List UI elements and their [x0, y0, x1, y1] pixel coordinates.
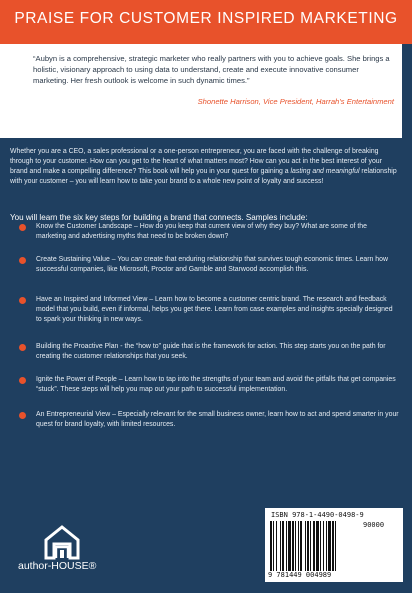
bullet-dot-icon — [19, 297, 26, 304]
price-code: 90000 — [363, 521, 385, 529]
barcode-bar — [332, 521, 334, 571]
barcode-bar — [320, 521, 321, 571]
barcode-bar — [280, 521, 281, 571]
intro-paragraph — [10, 147, 400, 187]
steps-heading: You will learn the six key steps for building a brand that connects. Samples include: — [10, 213, 308, 222]
barcode-bar — [298, 521, 299, 571]
bullet-dot-icon — [19, 257, 26, 264]
bullet-dot-icon — [19, 377, 26, 384]
intro-text-part1: Whether you are a CEO, a sales professional or a one-person entrepreneur, you are faced with the challenge of breaking through to your customer. How can you get to the heart of what matters most? How can you act in the best interest of your brand and make a compelling difference? This book will help you in your quest for gaining a — [10, 148, 382, 175]
barcode-bar — [305, 521, 306, 571]
barcode-bar — [335, 521, 336, 571]
barcode-bars — [269, 521, 361, 571]
barcode-bar — [326, 521, 327, 571]
step-emphasis: can — [130, 256, 143, 263]
quote-attribution: Shonette Harrison, Vice President, Harrah’s Entertainment — [197, 97, 394, 106]
step-text-after: create that enduring relationship that survives tough economic times. Learn how successful companies, like Microsoft, Proctor and Gamble and Starwood accomplish this. — [36, 256, 388, 273]
bullet-dot-icon — [19, 224, 26, 231]
barcode — [265, 508, 403, 582]
intro-emphasis: lasting and meaningful — [290, 168, 360, 175]
barcode-bar — [288, 521, 291, 571]
step-text: An Entrepreneurial View – Especially relevant for the small business owner, learn how to act and spend smarter in your quest for brand loyalty, with limited resources. — [36, 411, 399, 428]
intro-text-part2: relationship with your customer – you will learn how to take your brand to a whole new point of loyalty and success! — [10, 168, 397, 185]
barcode-bar — [282, 521, 284, 571]
barcode-bar — [295, 521, 296, 571]
praise-title: PRAISE FOR CUSTOMER INSPIRED MARKETING — [14, 10, 398, 27]
step-text: Have an Inspired and Informed View – Learn how to become a customer centric brand. The research and feedback model that you build, even if informal, helps you get there. Learn from case examples and insights specially designed to spark your thinking in new ways. — [36, 296, 393, 323]
testimonial-quote: “Aubyn is a comprehensive, strategic marketer who really partners with you to achieve goals. She brings a holistic, visionary approach to using data to understand, create and execute innovative consumer marketing. Her fresh outlook is welcome in such dynamic times.” — [33, 54, 390, 85]
isbn-text: ISBN 978-1-4490-0498-9 — [271, 511, 364, 519]
step-text — [36, 255, 399, 275]
barcode-bar — [313, 521, 315, 571]
quote-panel — [0, 44, 402, 138]
barcode-bar — [307, 521, 309, 571]
barcode-bar — [300, 521, 302, 571]
barcode-bar — [323, 521, 324, 571]
barcode-bar — [328, 521, 331, 571]
publisher-name: author‑HOUSE® — [18, 560, 97, 572]
barcode-bar — [310, 521, 311, 571]
barcode-bar — [286, 521, 287, 571]
bullet-dot-icon — [19, 344, 26, 351]
bullet-dot-icon — [19, 412, 26, 419]
barcode-bar — [273, 521, 274, 571]
barcode-bar — [316, 521, 319, 571]
barcode-bar — [270, 521, 272, 571]
step-text: Know the Customer Landscape – How do you keep that current view of why they buy? What are some of the marketing and advertising myths that need to be broken down? — [36, 223, 367, 240]
step-text: Ignite the Power of People – Learn how to tap into the strengths of your team and avoid the pitfalls that get companies “stuck”. These steps will help you map out your path to successful implementation. — [36, 376, 396, 393]
barcode-bar — [276, 521, 277, 571]
step-text: Building the Proactive Plan - the “how to” guide that is the framework for action. This step starts you on the path for creating the customer relationships that you seek. — [36, 343, 386, 360]
step-text-before: Create Sustaining Value – You — [36, 256, 131, 263]
barcode-digits: 9 781449 004989 — [268, 571, 332, 579]
authorhouse-logo-icon — [42, 522, 82, 562]
barcode-bar — [292, 521, 294, 571]
